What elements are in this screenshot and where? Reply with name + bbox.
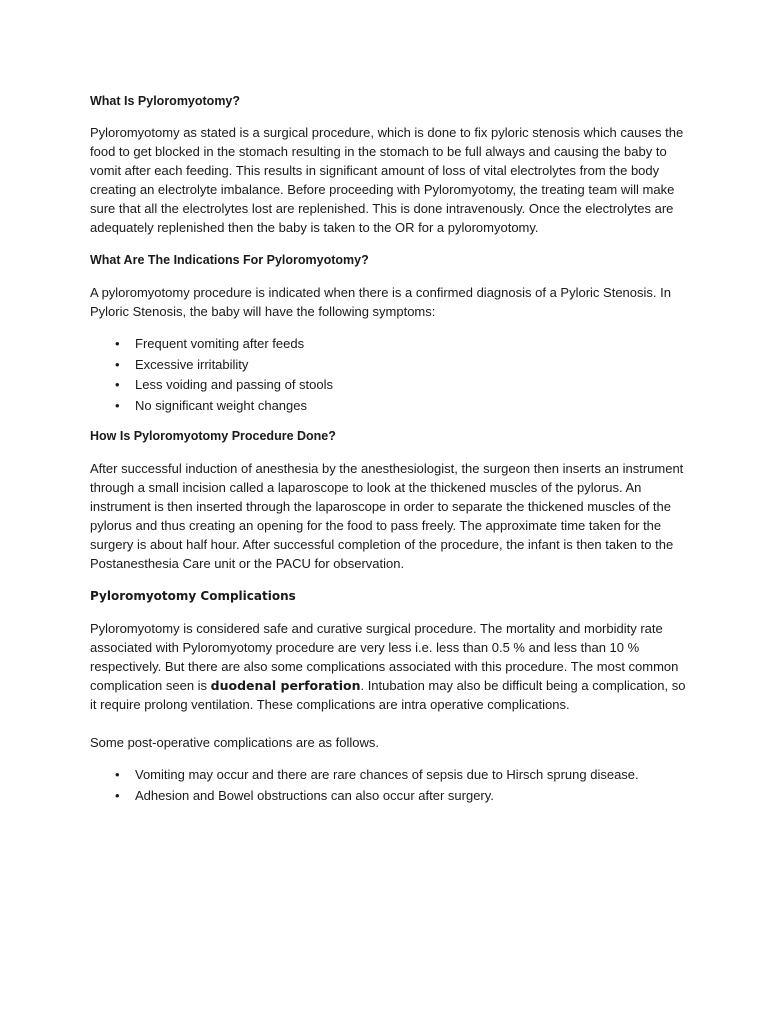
list-item: [90, 396, 690, 417]
bullet-icon: •: [115, 767, 120, 782]
symptoms-list: [90, 334, 690, 416]
bullet-icon: •: [115, 356, 120, 372]
list-item: [90, 765, 690, 786]
paragraph-complications: [90, 619, 690, 714]
list-item-text: Adhesion and Bowel obstructions can also occur after surgery.: [135, 787, 494, 803]
bullet-icon: •: [115, 787, 120, 803]
heading-procedure: How Is Pyloromyotomy Procedure Done?: [90, 429, 336, 443]
paragraph-what-is: Pyloromyotomy as stated is a surgical procedure, which is done to fix pyloric stenosis which causes the food to get blocked in the stomach resulting in the stomach to be full always and causing the baby to vomit after each feeding. This results in significant amount of loss of vital electrolytes from the body creating an electrolyte imbalance. Before proceeding with Pyloromyotomy, the treating team will make sure that all the electrolytes lost are replenished. This is done intravenously. Once the electrolytes are adequately replenished then the baby is taken to the OR for a pyloromyotomy.: [90, 125, 684, 235]
complications-text-part2: . Intubation may also be difficult being a complication, so it require prolong ventilation. These complications are intra operative complications.: [90, 678, 686, 712]
list-item-text: Frequent vomiting after feeds: [135, 336, 305, 351]
heading-complications: Pyloromyotomy Complications: [90, 589, 296, 603]
list-item-text: Less voiding and passing of stools: [135, 377, 334, 392]
paragraph-indications: A pyloromyotomy procedure is indicated when there is a confirmed diagnosis of a Pyloric Stenosis. In Pyloric Stenosis, the baby will have the following symptoms:: [90, 285, 671, 319]
post-op-intro: Some post-operative complications are as follows.: [90, 735, 380, 750]
bullet-icon: •: [115, 336, 120, 351]
complications-text-part1: Pyloromyotomy is considered safe and curative surgical procedure. The mortality and morbidity rate associated with Pyloromyotomy procedure are very less i.e. less than 0.5 % and less than 10 % respectively. But there are also some complications associated with this procedure. The most common complication seen is: [90, 621, 679, 693]
document-page: [90, 92, 690, 806]
list-item: [90, 375, 690, 396]
list-item: [90, 355, 690, 376]
heading-indications: What Are The Indications For Pyloromyotomy?: [90, 253, 369, 267]
paragraph-procedure: After successful induction of anesthesia by the anesthesiologist, the surgeon then inserts an instrument through a small incision called a laparoscope to look at the thickened muscles of the pylorus. An instrument is then inserted through the laparoscope in order to separate the thickened muscles of the pylorus and thus creating an opening for the food to pass freely. The approximate time taken for the surgery is about half hour. After successful completion of the procedure, the infant is then taken to the Postanesthesia Care unit or the PACU for observation.: [90, 461, 684, 571]
list-item-text: Excessive irritability: [135, 356, 249, 372]
list-item-text: No significant weight changes: [135, 397, 307, 413]
bullet-icon: •: [115, 397, 120, 413]
heading-what-is: What Is Pyloromyotomy?: [90, 94, 241, 108]
list-item: [90, 334, 690, 355]
complications-bold-term: duodenal perforation: [210, 678, 361, 693]
list-item: [90, 786, 690, 807]
post-op-complications-list: [90, 765, 690, 806]
bullet-icon: •: [115, 377, 120, 392]
list-item-text: Vomiting may occur and there are rare chances of sepsis due to Hirsch sprung disease.: [135, 767, 639, 782]
